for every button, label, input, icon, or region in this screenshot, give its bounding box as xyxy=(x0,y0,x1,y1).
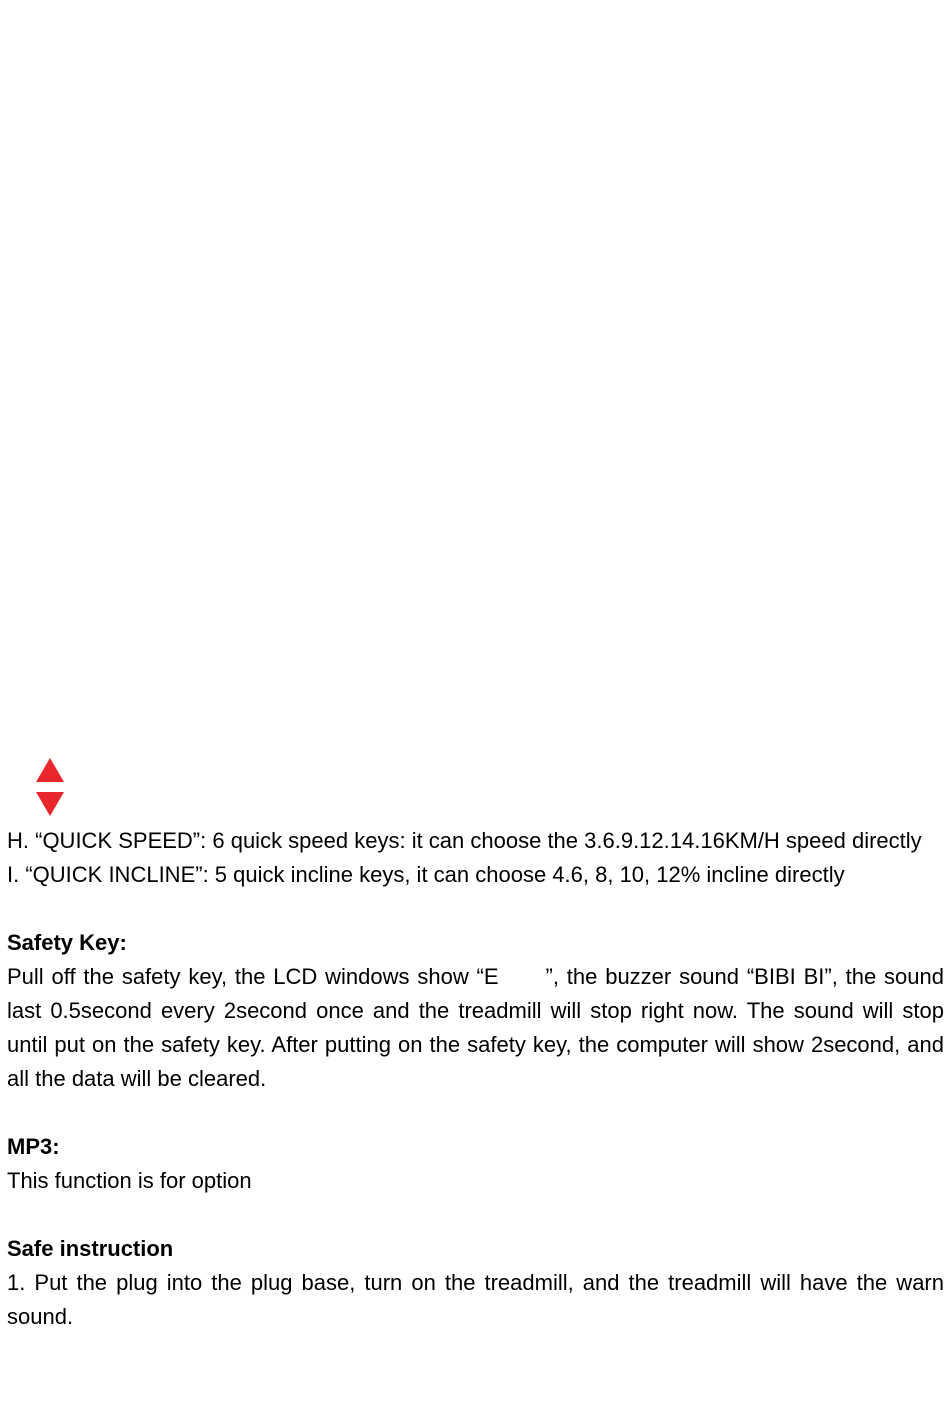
quick-speed-item: H. “QUICK SPEED”: 6 quick speed keys: it can choose the 3.6.9.12.14.16KM/H speed directly xyxy=(7,828,922,853)
mp3-heading: MP3: xyxy=(7,1134,60,1159)
safe-instruction-heading: Safe instruction xyxy=(7,1236,174,1261)
safety-key-heading: Safety Key: xyxy=(7,930,127,955)
spacer xyxy=(7,1198,944,1232)
mp3-text: This function is for option xyxy=(7,1168,252,1193)
up-down-arrows-icon xyxy=(34,756,66,818)
quick-incline-item: I. “QUICK INCLINE”: 5 quick incline keys, it can choose 4.6, 8, 10, 12% incline directly xyxy=(7,862,845,887)
up-arrow-icon xyxy=(36,758,64,782)
safe-instruction-text: 1. Put the plug into the plug base, turn on the treadmill, and the treadmill will have the warn sound. xyxy=(7,1270,944,1329)
safety-key-text: Pull off the safety key, the LCD windows show “E ”, the buzzer sound “BIBI BI”, the sound last 0.5second every 2second once and the treadmill will stop right now. The sound will stop until put on the safety key. After putting on the safety key, the computer will show 2second, and all the data will be cleared. xyxy=(7,964,950,1091)
document-body xyxy=(7,824,950,1334)
down-arrow-icon xyxy=(36,792,64,816)
spacer xyxy=(7,1096,944,1130)
spacer xyxy=(7,892,944,926)
